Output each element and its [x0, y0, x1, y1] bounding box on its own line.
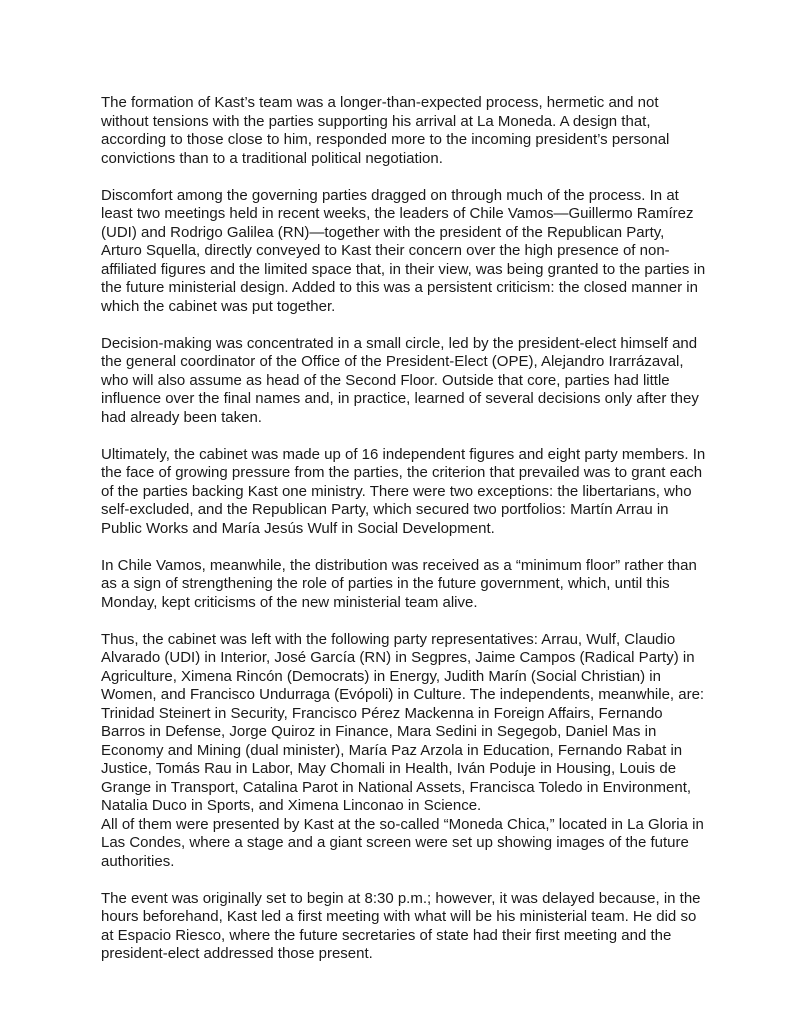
paragraph-event-delay: The event was originally set to begin at 8:30 p.m.; however, it was delayed because, in the hours beforehand, Kast led a first meeting with what will be his ministerial team. He did so at Espacio Riesco, where the future secretaries of state had their first meeting and the president-elect addressed those present. — [101, 889, 701, 962]
paragraph-cabinet-composition: Ultimately, the cabinet was made up of 16 independent figures and eight party members. In the face of growing pressure from the parties, the criterion that prevailed was to grant each of the parties backing Kast one ministry. There were two exceptions: the libertarians, who self-excluded, and the Republican Party, which secured two portfolios: Martín Arrau in Public Works and María Jesús Wulf in Social Development. — [101, 445, 706, 537]
paragraph-decision-making: Decision-making was concentrated in a small circle, led by the president-elect himself and the general coordinator of the Office of the President-Elect (OPE), Alejandro Irarrázaval, who will also assume as head of the Second Floor. Outside that core, parties had little influence over the final names and, in practice, learned of several decisions only after they had already been taken. — [101, 334, 699, 426]
paragraph-moneda-chica: All of them were presented by Kast at the so-called “Moneda Chica,” located in La Gloria in Las Condes, where a stage and a giant screen were set up showing images of the future authorities. — [101, 815, 704, 870]
document-body — [101, 94, 707, 982]
paragraph-minister-list: Thus, the cabinet was left with the following party representatives: Arrau, Wulf, Claudio Alvarado (UDI) in Interior, José García (RN) in Segpres, Jaime Campos (Radical Party) in Agriculture, Ximena Rincón (Democrats) in Energy, Judith Marín (Social Christian) in Women, and Francisco Undurraga (Evópoli) in Culture. The independents, meanwhile, are: Trinidad Steinert in Security, Francisco Pérez Mackenna in Foreign Affairs, Fernando Barros in Defense, Jorge Quiroz in Finance, Mara Sedini in Segegob, Daniel Mas in Economy and Mining (dual minister), María Paz Arzola in Education, Fernando Rabat in Justice, Tomás Rau in Labor, May Chomali in Health, Iván Poduje in Housing, Louis de Grange in Transport, Catalina Parot in National Assets, Francisca Toledo in Environment, Natalia Duco in Sports, and Ximena Linconao in Science. — [101, 630, 705, 814]
paragraph-chile-vamos-reaction: In Chile Vamos, meanwhile, the distribution was received as a “minimum floor” rather than as a sign of strengthening the role of parties in the future government, which, until this Monday, kept criticisms of the new ministerial team alive. — [101, 556, 697, 611]
paragraph-party-discomfort: Discomfort among the governing parties dragged on through much of the process. In at least two meetings held in recent weeks, the leaders of Chile Vamos—Guillermo Ramírez (UDI) and Rodrigo Galilea (RN)—together with the president of the Republican Party, Arturo Squella, directly conveyed to Kast their concern over the high presence of non-affiliated figures and the limited space that, in their view, was being granted to the parties in the future ministerial design. Added to this was a persistent criticism: the closed manner in which the cabinet was put together. — [101, 186, 706, 315]
paragraph-team-formation: The formation of Kast’s team was a longer-than-expected process, hermetic and not without tensions with the parties supporting his arrival at La Moneda. A design that, according to those close to him, responded more to the incoming president’s personal convictions than to a traditional political negotiation. — [101, 94, 670, 167]
